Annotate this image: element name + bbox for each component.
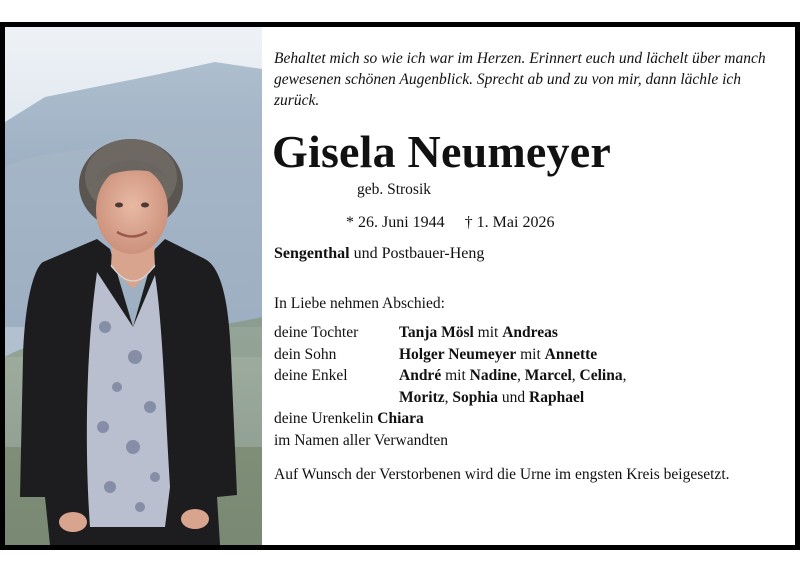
- relation-label: deine Tochter: [274, 324, 359, 341]
- mourner-name: Holger Neumeyer: [399, 345, 517, 363]
- mourners-list: [274, 322, 784, 451]
- residence-rest: und Postbauer-Heng: [349, 245, 485, 262]
- connector-text: und: [498, 388, 530, 406]
- relation-label: dein Sohn: [274, 345, 337, 363]
- mourner-name: Raphael: [529, 388, 585, 406]
- mourner-name: Nadine: [469, 367, 517, 384]
- relation-label: deine Urenkelin: [274, 410, 378, 427]
- connector-text: mit: [473, 324, 503, 341]
- maiden-name: geb. Strosik: [356, 181, 432, 198]
- portrait-photo: [5, 27, 262, 545]
- mourner-name: Annette: [544, 345, 598, 363]
- birth-date: * 26. Juni 1944: [346, 214, 445, 231]
- farewell-intro: In Liebe nehmen Abschied:: [274, 295, 445, 312]
- mourner-name: Andreas: [502, 324, 558, 341]
- mourner-name: Chiara: [377, 410, 424, 427]
- relation-label: deine Enkel: [274, 367, 348, 384]
- mourner-row-son: [274, 344, 784, 366]
- memorial-quote: Behaltet mich so wie ich war im Herzen. Erinnert euch und lächelt über manch gewesenen schönen Augenblick. Sprecht ab und zu von mir, dann lächle ich zurück.: [274, 50, 766, 109]
- mourner-row-great-grandchild: [274, 408, 784, 430]
- mourner-name: André: [399, 367, 442, 384]
- life-dates: [346, 214, 784, 232]
- connector-text: mit: [516, 345, 545, 363]
- deceased-name: Gisela Neumeyer: [272, 126, 611, 177]
- obituary-text: [274, 48, 784, 485]
- mourner-name: Tanja Mösl: [399, 324, 474, 341]
- death-date: † 1. Mai 2026: [464, 214, 555, 231]
- mourner-name: Moritz: [399, 388, 445, 406]
- burial-note: Auf Wunsch der Verstorbenen wird die Urne im engsten Kreis beigesetzt.: [274, 466, 730, 483]
- mourner-name: Celina: [579, 367, 623, 384]
- residence-main: Sengenthal: [274, 245, 350, 262]
- mourner-row-daughter: [274, 322, 784, 344]
- relatives-line: im Namen aller Verwandten: [274, 431, 449, 449]
- mourner-name: Marcel: [524, 367, 572, 384]
- mourner-name: Sophia: [452, 388, 499, 406]
- residence: [274, 245, 784, 263]
- connector-text: mit: [441, 367, 470, 384]
- mourner-row-grandchildren: deine Enkel André mit Nadine, Marcel, Celina, Moritz, Sophia und Raphael: [274, 365, 784, 408]
